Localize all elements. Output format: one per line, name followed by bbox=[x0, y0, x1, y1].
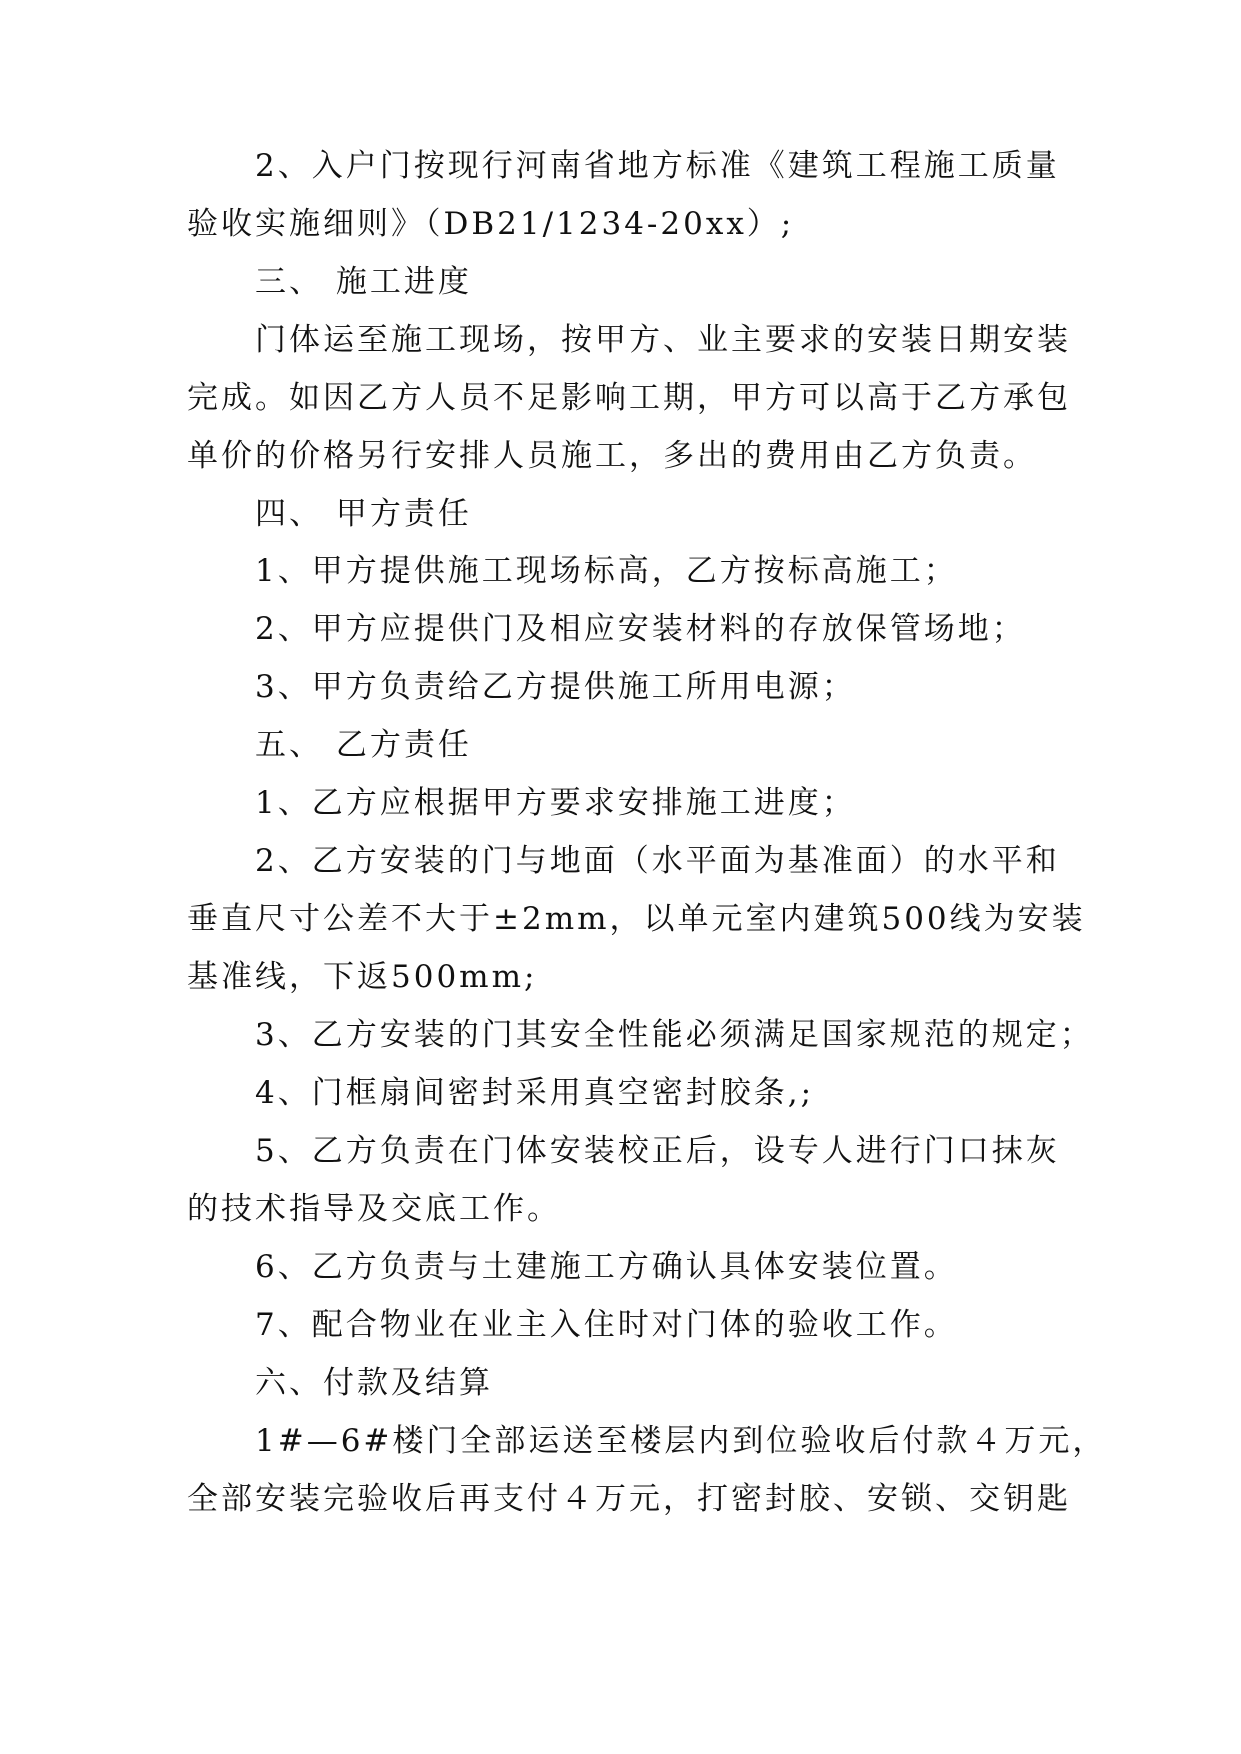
list-item: 2、甲方应提供门及相应安装材料的存放保管场地； bbox=[255, 611, 1026, 647]
list-item: 6、乙方负责与土建施工方确认具体安装位置。 bbox=[255, 1249, 958, 1285]
list-item: 2、乙方安装的门与地面（水平面为基准面）的水平和 bbox=[255, 843, 1060, 879]
section-heading: 六、付款及结算 bbox=[255, 1365, 493, 1401]
paragraph-line: 单价的价格另行安排人员施工，多出的费用由乙方负责。 bbox=[187, 438, 1037, 474]
paragraph-line: 完成。如因乙方人员不足影响工期，甲方可以高于乙方承包 bbox=[187, 380, 1071, 416]
paragraph-line: 全部安装完验收后再支付４万元，打密封胶、安锁、交钥匙 bbox=[187, 1481, 1071, 1517]
list-item: 7、配合物业在业主入住时对门体的验收工作。 bbox=[255, 1307, 958, 1343]
list-item: 3、甲方负责给乙方提供施工所用电源； bbox=[255, 669, 856, 705]
section-heading: 四、 甲方责任 bbox=[255, 496, 472, 532]
list-item: 4、门框扇间密封采用真空密封胶条,; bbox=[255, 1075, 815, 1111]
paragraph-line: 1#—6#楼门全部运送至楼层内到位验收后付款４万元， bbox=[255, 1423, 1107, 1459]
paragraph-line: 2、入户门按现行河南省地方标准《建筑工程施工质量 bbox=[255, 148, 1060, 184]
list-item: 3、乙方安装的门其安全性能必须满足国家规范的规定； bbox=[255, 1017, 1094, 1053]
paragraph-line: 的技术指导及交底工作。 bbox=[187, 1191, 561, 1227]
list-item: 1、乙方应根据甲方要求安排施工进度； bbox=[255, 785, 856, 821]
section-heading: 五、 乙方责任 bbox=[255, 727, 472, 763]
list-item: 5、乙方负责在门体安装校正后，设专人进行门口抹灰 bbox=[255, 1133, 1060, 1169]
paragraph-line: 基准线，下返500mm; bbox=[187, 959, 538, 995]
list-item: 1、甲方提供施工现场标高，乙方按标高施工； bbox=[255, 553, 958, 589]
paragraph-line: 垂直尺寸公差不大于±2mm，以单元室内建筑500线为安装 bbox=[187, 901, 1086, 937]
section-heading: 三、 施工进度 bbox=[255, 264, 472, 300]
paragraph-line: 门体运至施工现场，按甲方、业主要求的安装日期安装 bbox=[255, 322, 1071, 358]
paragraph-line: 验收实施细则》（DB21/1234-20xx）; bbox=[187, 206, 795, 242]
